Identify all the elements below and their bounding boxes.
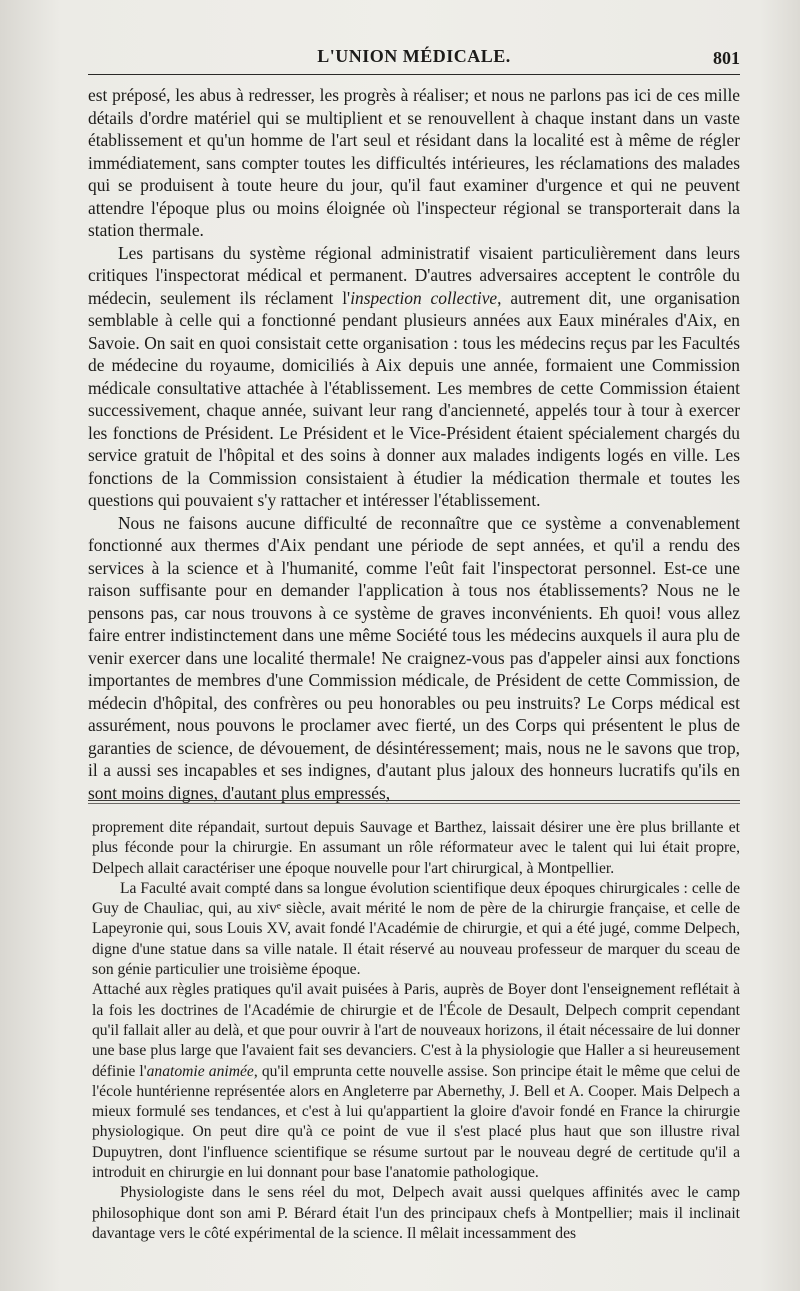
running-title: L'UNION MÉDICALE. [317,46,511,66]
note-paragraph-1: proprement dite répandait, surtout depuis Sauvage et Barthez, laissait désirer une ère plus brillante et plus féconde pour la chirurgie. En assumant un rôle réformateur avec le talent qui lui était propre, Delpech allait caractériser une époque nouvelle pour l'art chirurgical, à Montpellier. [92,819,740,877]
paragraph-2-part-a: Les partisans du système régional administratif visaient particulièrement dans leurs critiques l'inspectorat médical et permanent. D'autres adversaires acceptent le contrôle du médecin, seulement ils réclament l' [88,242,740,308]
paragraph-2 [88,242,740,512]
paragraph-2-emphasis: inspection collective [350,287,498,308]
header-rule [88,74,740,75]
note-paragraph-3-emphasis: anatomie animée [146,1062,254,1080]
note-paragraph-3-part-b: , qu'il emprunta cette nouvelle assise. Son principe était le même que celui de l'école huntérienne représentée alors en Angleterre par Abernethy, J. Bell et A. Cooper. Mais Delpech a mieux formulé ses tendances, et c'est à lui qu'appartient la gloire d'avoir fondé en France la chirurgie physiologique. On peut dire qu'à ce point de vue il s'est placé plus haut que son illustre rival Dupuytren, dont l'influence scientifique se résume surtout par le nouveau degré de certitude qu'il a introduit en chirurgie en lui donnant pour base l'anatomie pathologique. [92,1062,741,1182]
page-header [88,40,740,70]
note-paragraph-3-part-a: Attaché aux règles pratiques qu'il avait puisées à Paris, auprès de Boyer dont l'enseignement reflétait à la fois les doctrines de l'Académie de chirurgie et de l'École de Desault, Delpech comprit cependant qu'il fallait aller au delà, et que pour ouvrir à l'art de nouveaux horizons, il était nécessaire de lui donner une base plus large que l'avaient fait ses devanciers. C'est à la physiologie que Haller a si heureusement définie l' [92,981,740,1080]
footnote-rule-secondary [88,803,740,804]
page-number: 801 [713,48,740,68]
note-paragraph-2: La Faculté avait compté dans sa longue évolution scientifique deux époques chirurgicales : celle de Guy de Chauliac, qui, au xivᵉ siècle, avait mérité le nom de père de la chirurgie française, et celle de Lapeyronie qui, sous Louis XV, avait fondé l'Académie de chirurgie, et qui a été jugé, comme Delpech, digne d'une statue dans sa ville natale. Il était réservé au nouveau professeur de marquer du sceau de son génie particulier une troisième époque. [92,879,740,979]
paragraph-3: Nous ne faisons aucune difficulté de reconnaître que ce système a convenablement fonctionné aux thermes d'Aix pendant une période de sept années, et qu'il a rendu des services à la science et à l'humanité, comme l'eût fait l'inspectorat personnel. Est-ce une raison suffisante pour en demander l'application à tous nos établissements? Nous ne le pensons pas, car nous trouvons à ce système de graves inconvénients. Eh quoi! vous allez faire entrer indistinctement dans une même Société tous les médecins auxquels il aura plu de venir exercer dans une localité thermale! Ne craignez-vous pas d'appeler ainsi aux fonctions importantes de membres d'une Commission médicale, de Président de cette Commission, de médecin d'hôpital, des confrères ou peu honorables ou peu instruits? Le Corps médical est assurément, nous pouvons le proclamer avec fierté, un des Corps qui présentent le plus de garanties de science, de dévouement, de désintéressement; mais, nous ne le savons que trop, il a aussi ses incapables et ses indignes, d'autant plus jaloux des honneurs lucratifs qu'ils en sont moins dignes, d'autant plus empressés, [88,512,740,803]
paragraph-1: est préposé, les abus à redresser, les progrès à réaliser; et nous ne parlons pas ici de ces mille détails d'ordre matériel qui se multiplient et se renouvellent à chaque instant dans un vaste établissement et qu'un homme de l'art seul et résidant dans la localité est à même de régler immédiatement, sans compter toutes les difficultés intérieures, les réclamations des malades qui se produisent à toute heure du jour, qu'il faut examiner d'urgence et qui ne peuvent attendre l'époque plus ou moins éloignée où l'inspecteur régional se transporterait dans la station thermale. [88,85,740,240]
note-paragraph-4: Physiologiste dans le sens réel du mot, Delpech avait aussi quelques affinités avec le camp philosophique dont son ami P. Bérard était l'un des principaux chefs à Montpellier; mais il inclinait davantage vers le côté expérimental de la science. Il mêlait incessamment des [92,1184,740,1242]
main-text [88,84,740,804]
paragraph-2-part-b: , autrement dit, une organisation semblable à celle qui a fonctionné pendant plusieurs années aux Eaux minérales d'Aix, en Savoie. On sait en quoi consistait cette organisation : tous les médecins reçus par les Facultés de médecine du royaume, domiciliés à Aix depuis une année, formaient une Commission médicale consultative attachée à l'établissement. Les membres de cette Commission étaient successivement, chaque année, suivant leur rang d'ancienneté, appelés tour à tour à exercer les fonctions de Président. Le Président et le Vice-Président étaient spécialement chargés du service gratuit de l'hôpital et des soins à donner aux malades indigents logés en ville. Les fonctions de la Commission consistaient à étudier la médication thermale et toutes les questions qui pouvaient s'y rattacher et intéresser l'établissement. [88,287,740,510]
note-paragraph-3 [92,980,740,1183]
footnotes [92,818,740,1244]
footnote-rule [88,800,740,801]
